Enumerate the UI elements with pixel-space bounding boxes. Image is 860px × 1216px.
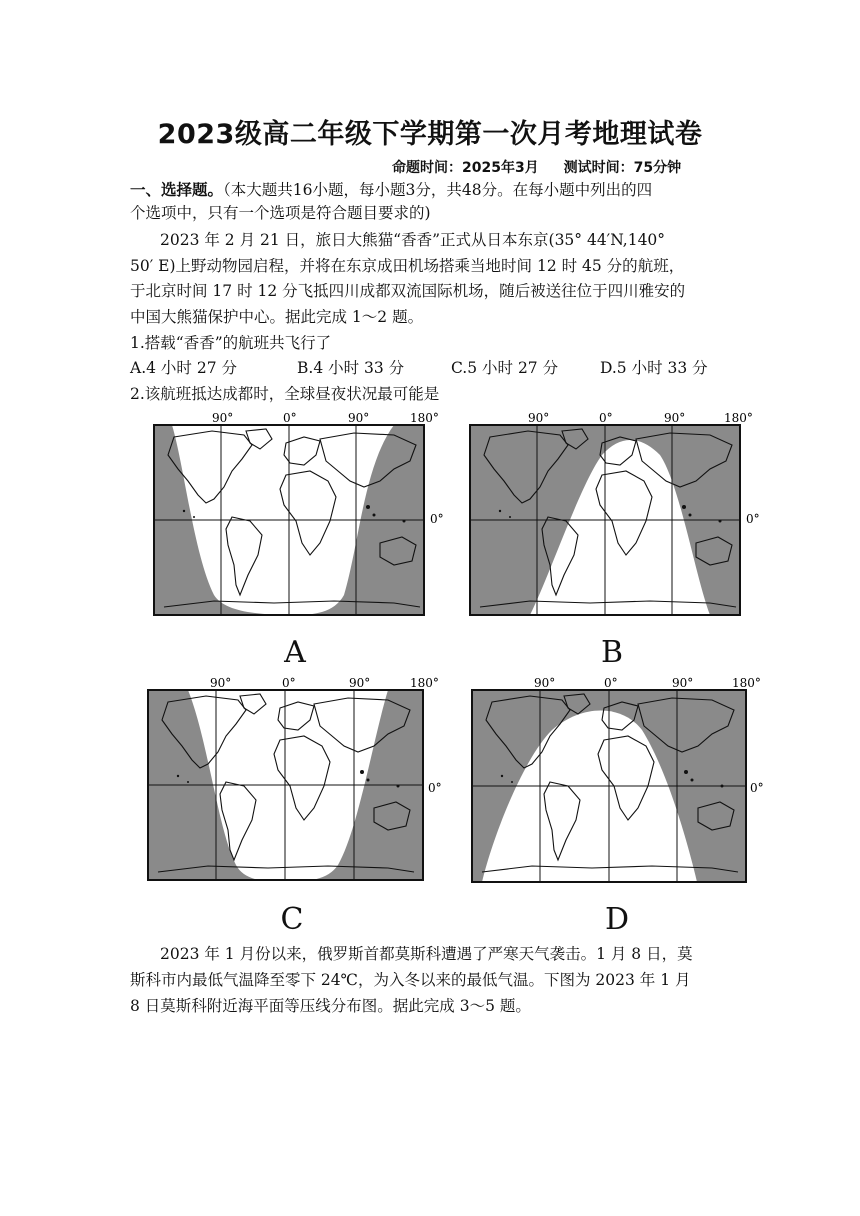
exam-title: 2023级高二年级下学期第一次月考地理试卷 (157, 119, 703, 150)
map-d (456, 672, 776, 887)
section-heading-line (130, 178, 745, 200)
map-d-lon-0: 0° (604, 676, 618, 690)
passage1-line2: 50′ E)上野动物园启程，并将在东京成田机场搭乘当地时间 12 时 45 分的航班， (130, 257, 685, 275)
map-b-letter: B (600, 635, 624, 670)
passage2-line1: 2023 年 1 月份以来，俄罗斯首都莫斯科遭遇了严寒天气袭击。1 月 8 日，莫 (160, 945, 693, 963)
section-instruction-2: 个选项中，只有一个选项是符合题目要求的) (130, 204, 431, 222)
q1-option-b: B.4 小时 33 分 (297, 359, 405, 377)
map-b-lon-180: 180° (724, 411, 753, 425)
map-a-lon-180: 180° (410, 411, 439, 425)
map-a-letter: A (284, 635, 306, 670)
map-b-lon-90e: 90° (664, 411, 686, 425)
map-d-lon-90w: 90° (534, 676, 556, 690)
passage2-line3: 8 日莫斯科附近海平面等压线分布图。据此完成 3～5 题。 (130, 997, 531, 1015)
section-instruction-1: （本大题共16小题，每小题3分，共48分。在每小题中列出的四 (223, 181, 653, 199)
map-a-lon-90w: 90° (212, 411, 234, 425)
map-d-letter: D (604, 902, 630, 937)
map-c-letter: C (280, 902, 304, 937)
map-a (140, 405, 460, 620)
q1-option-d: D.5 小时 33 分 (600, 359, 708, 377)
q1-option-a: A.4 小时 27 分 (130, 359, 237, 377)
passage1-line4: 中国大熊猫保护中心。据此完成 1～2 题。 (130, 308, 424, 326)
map-a-lat-0: 0° (430, 512, 444, 526)
map-d-lon-90e: 90° (672, 676, 694, 690)
map-d-lat-0: 0° (750, 781, 764, 795)
section-heading: 一、选择题。 (130, 180, 224, 199)
map-c-lon-90w: 90° (210, 676, 232, 690)
question2-stem: 2.该航班抵达成都时，全球昼夜状况最可能是 (130, 385, 440, 403)
exam-meta (392, 157, 701, 177)
exam-time: 命题时间：2025年3月 (392, 160, 539, 176)
map-c (136, 672, 456, 887)
q1-option-c: C.5 小时 27 分 (451, 359, 559, 377)
passage1-line3: 于北京时间 17 时 12 分飞抵四川成都双流国际机场，随后被送往位于四川雅安的 (130, 282, 686, 300)
passage1-line1: 2023 年 2 月 21 日，旅日大熊猫“香香”正式从日本东京(35° 44′N,140° (160, 231, 666, 249)
map-c-lat-0: 0° (428, 781, 442, 795)
question1-stem: 1.搭载“香香”的航班共飞行了 (130, 334, 332, 352)
map-d-lon-180: 180° (732, 676, 761, 690)
map-a-lon-0: 0° (283, 411, 297, 425)
map-a-lon-90e: 90° (348, 411, 370, 425)
map-c-lon-90e: 90° (349, 676, 371, 690)
map-c-lon-180: 180° (410, 676, 439, 690)
map-b-lon-90w: 90° (528, 411, 550, 425)
passage2-line2: 斯科市内最低气温降至零下 24℃，为入冬以来的最低气温。下图为 2023 年 1 月 (130, 971, 691, 989)
map-c-lon-0: 0° (282, 676, 296, 690)
map-b-lat-0: 0° (746, 512, 760, 526)
test-duration: 测试时间：75分钟 (563, 160, 682, 176)
map-b-lon-0: 0° (599, 411, 613, 425)
map-b (456, 405, 776, 620)
